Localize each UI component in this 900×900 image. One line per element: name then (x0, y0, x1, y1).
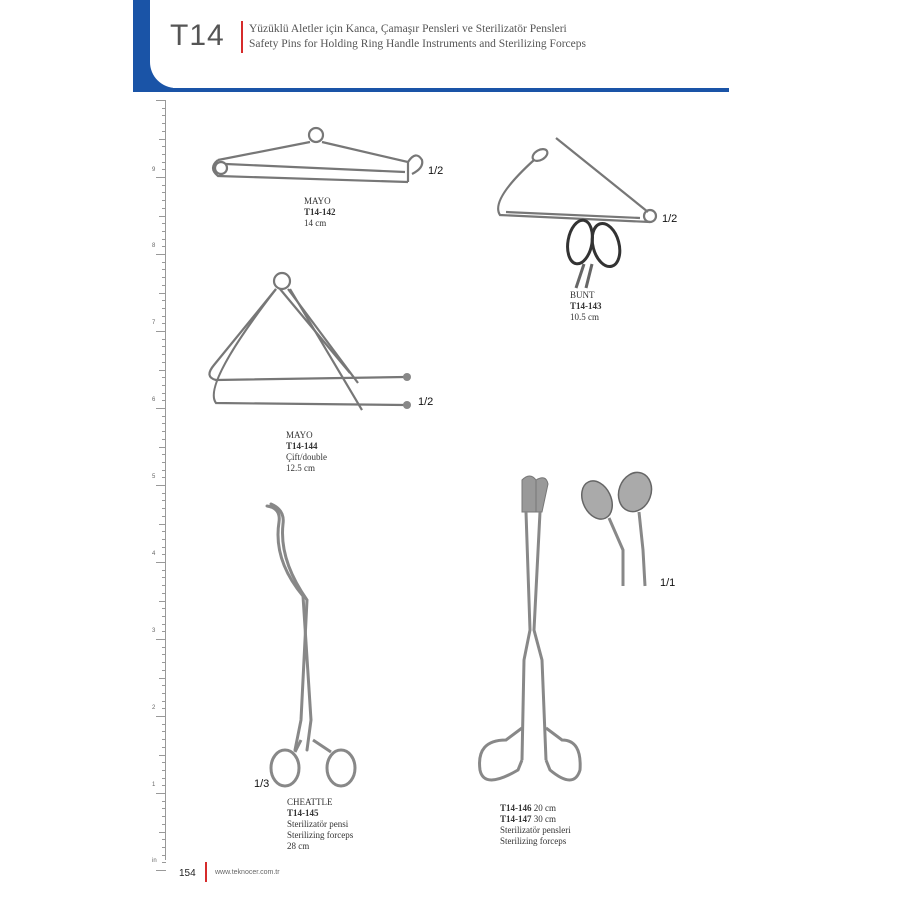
ruler-tick (156, 870, 166, 871)
scale-indicator: 1/2 (418, 396, 434, 408)
product-description-turkish: Sterilizatör pensleri (500, 825, 571, 835)
website-link[interactable]: www.teknocer.com.tr (215, 869, 280, 876)
ruler-tick (162, 185, 166, 186)
ruler-tick (162, 816, 166, 817)
ruler-tick (162, 339, 166, 340)
ruler-tick (162, 500, 166, 501)
ruler-unit: in (152, 858, 157, 864)
ruler-tick (162, 269, 166, 270)
ruler-tick (159, 370, 166, 371)
ruler-tick (162, 200, 166, 201)
ruler-tick (162, 847, 166, 848)
ruler-tick (162, 416, 166, 417)
ruler-tick (162, 470, 166, 471)
ruler-tick (162, 239, 166, 240)
product-code: T14-147 (500, 814, 532, 824)
scale-indicator: 1/1 (660, 577, 676, 589)
ruler-tick (162, 454, 166, 455)
product-name: MAYO (304, 196, 331, 206)
ruler-tick (162, 593, 166, 594)
ruler-tick (162, 462, 166, 463)
ruler-tick (162, 631, 166, 632)
ruler-label: 3 (152, 628, 156, 634)
ruler-tick (162, 670, 166, 671)
ruler-tick (159, 524, 166, 525)
ruler-tick (162, 277, 166, 278)
ruler-tick (162, 762, 166, 763)
ruler-tick (162, 354, 166, 355)
ruler-tick (162, 377, 166, 378)
ruler-tick (162, 316, 166, 317)
ruler-tick (162, 154, 166, 155)
ruler-tick (162, 654, 166, 655)
ruler-tick (156, 408, 166, 409)
product-label-t14-143 (570, 290, 602, 323)
ruler-tick (162, 162, 166, 163)
ruler-label: 7 (152, 320, 156, 326)
ruler-tick (162, 739, 166, 740)
product-name: BUNT (570, 290, 595, 300)
ruler-tick (162, 554, 166, 555)
footer-separator (205, 862, 207, 882)
ruler-label: 8 (152, 243, 156, 249)
ruler-tick (159, 216, 166, 217)
ruler-tick (159, 139, 166, 140)
product-label-t14-145 (287, 797, 353, 852)
page-number: 154 (179, 868, 196, 879)
ruler-tick (162, 701, 166, 702)
ruler-tick (162, 439, 166, 440)
product-name: CHEATTLE (287, 797, 333, 807)
ruler-tick (162, 731, 166, 732)
ruler-tick (162, 223, 166, 224)
ruler-label: 2 (152, 705, 156, 711)
ruler-tick (162, 208, 166, 209)
product-size: 28 cm (287, 841, 310, 851)
ruler-tick (162, 808, 166, 809)
header-rule (133, 88, 729, 92)
ruler-tick (162, 285, 166, 286)
ruler-tick (162, 770, 166, 771)
ruler-tick (162, 246, 166, 247)
ruler-tick (162, 385, 166, 386)
product-label-t14-146-147 (500, 803, 571, 847)
ruler-tick (162, 747, 166, 748)
ruler-tick (159, 601, 166, 602)
product-code: T14-143 (570, 301, 602, 311)
product-description-english: Sterilizing forceps (500, 836, 567, 846)
ruler-tick (159, 447, 166, 448)
ruler-tick (162, 308, 166, 309)
ruler-tick (162, 685, 166, 686)
ruler-tick (162, 423, 166, 424)
safety-pin-illustration (200, 120, 430, 190)
ruler-tick (162, 778, 166, 779)
ruler-tick (162, 108, 166, 109)
ruler-label: 9 (152, 167, 156, 173)
product-label-t14-144 (286, 430, 327, 474)
ruler-tick (162, 662, 166, 663)
ruler-tick (162, 862, 166, 863)
header-separator (241, 21, 243, 53)
ruler-tick (162, 531, 166, 532)
sterilizing-forceps-illustration (470, 470, 590, 795)
ruler-tick (162, 693, 166, 694)
ruler-tick (162, 801, 166, 802)
ruler-tick (162, 708, 166, 709)
ruler-tick (162, 608, 166, 609)
ruler-tick (162, 477, 166, 478)
ruler-tick (159, 832, 166, 833)
ruler-tick (162, 824, 166, 825)
ruler-tick (162, 570, 166, 571)
ruler-tick (162, 577, 166, 578)
ruler-tick (156, 485, 166, 486)
ruler-tick (162, 516, 166, 517)
section-title-english: Safety Pins for Holding Ring Handle Instruments and Sterilizing Forceps (249, 38, 586, 50)
product-label-t14-142 (304, 196, 336, 229)
product-size: 10.5 cm (570, 312, 599, 322)
ruler-tick (162, 839, 166, 840)
ruler-tick (162, 231, 166, 232)
ruler-tick (156, 331, 166, 332)
ruler-label: 6 (152, 397, 156, 403)
product-size: 14 cm (304, 218, 327, 228)
ruler-tick (156, 254, 166, 255)
product-description-turkish: Sterilizatör pensi (287, 819, 349, 829)
product-code: T14-142 (304, 207, 336, 217)
ruler-tick (159, 293, 166, 294)
scale-indicator: 1/2 (662, 213, 678, 225)
ruler-tick (162, 785, 166, 786)
ruler-tick (162, 547, 166, 548)
inch-ruler (152, 100, 166, 860)
bunt-safety-pin-illustration (490, 130, 670, 290)
ruler-tick (162, 431, 166, 432)
ruler-tick (162, 855, 166, 856)
ruler-tick (162, 647, 166, 648)
product-size: 30 cm (533, 814, 556, 824)
ruler-tick (162, 616, 166, 617)
product-code: T14-145 (287, 808, 319, 818)
ruler-tick (156, 562, 166, 563)
ruler-tick (162, 362, 166, 363)
ruler-tick (162, 624, 166, 625)
product-description: Çift/double (286, 452, 327, 462)
cheattle-forceps-illustration (255, 500, 375, 795)
ruler-tick (159, 678, 166, 679)
ruler-tick (162, 192, 166, 193)
ruler-tick (162, 724, 166, 725)
scale-indicator: 1/3 (254, 778, 270, 790)
scale-indicator: 1/2 (428, 165, 444, 177)
ruler-label: 4 (152, 551, 156, 557)
ruler-tick (156, 177, 166, 178)
ruler-tick (162, 539, 166, 540)
ruler-tick (162, 123, 166, 124)
ruler-tick (156, 639, 166, 640)
ruler-label: 5 (152, 474, 156, 480)
ruler-tick (162, 346, 166, 347)
ruler-tick (156, 716, 166, 717)
ruler-tick (162, 323, 166, 324)
product-code: T14-144 (286, 441, 318, 451)
ruler-tick (162, 146, 166, 147)
ruler-tick (162, 300, 166, 301)
ruler-tick (162, 493, 166, 494)
ruler-tick (162, 585, 166, 586)
ruler-tick (162, 262, 166, 263)
ruler-tick (159, 755, 166, 756)
product-code: T14-146 (500, 803, 532, 813)
ruler-tick (162, 393, 166, 394)
section-title-turkish: Yüzüklü Aletler için Kanca, Çamaşır Pensleri ve Sterilizatör Pensleri (249, 23, 567, 35)
ruler-tick (156, 793, 166, 794)
ruler-tick (162, 115, 166, 116)
product-size: 12.5 cm (286, 463, 315, 473)
ruler-tick (162, 131, 166, 132)
ruler-tick (162, 169, 166, 170)
ruler-tick (156, 100, 166, 101)
ruler-tick (162, 400, 166, 401)
section-code: T14 (170, 19, 225, 52)
ruler-label: 1 (152, 782, 156, 788)
forceps-tip-detail-illustration (575, 470, 665, 590)
product-size: 20 cm (533, 803, 556, 813)
ruler-tick (162, 508, 166, 509)
product-description-english: Sterilizing forceps (287, 830, 354, 840)
double-safety-pin-illustration (200, 265, 430, 415)
product-name: MAYO (286, 430, 313, 440)
